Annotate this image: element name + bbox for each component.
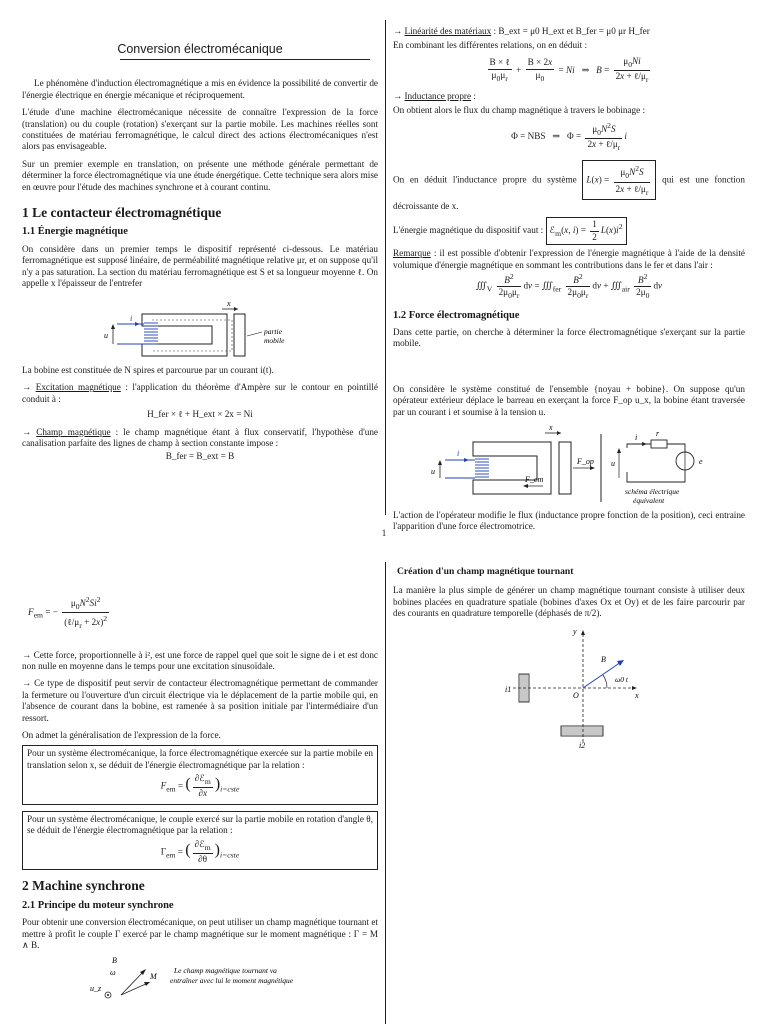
fig2-resistor bbox=[651, 440, 667, 448]
paragraph-creation: La manière la plus simple de générer un champ magnétique tournant consiste à utiliser deux bobines placées en quadrature spatiale (bobines d'axes Ox et Oy) et de les faire parcourir par des courants en quadrature temporelle (déphasés de π/2). bbox=[393, 585, 745, 619]
excitation-label: Excitation magnétique bbox=[35, 382, 121, 393]
paragraph-cette-force: → Cette force, proportionnelle à i², est une force de rappel quel que soit le signe de i et est donc non nulle en moyenne dans le temps pour une excitation sinusoïdale. bbox=[22, 649, 378, 671]
fig2-label-r: r bbox=[656, 429, 660, 439]
fig1-label-u: u bbox=[104, 330, 108, 340]
force-figure bbox=[393, 420, 745, 506]
page-2 bbox=[0, 552, 768, 1024]
paragraph-combine: En combinant les différentes relations, on en déduit : bbox=[393, 40, 587, 51]
page-number: 1 bbox=[381, 528, 387, 538]
fig4-label-y: y bbox=[573, 626, 577, 636]
equation-fem: $F_{em}$ = − $\frac{\mu_0N^2Si^2}{(\ell/\mu_r + 2x)^2}$ bbox=[28, 595, 108, 631]
fig3-caption: Le champ magnétique tournant va entraîner avec lui le moment magnétique bbox=[170, 966, 294, 986]
paragraph-linearite: → Linéarité des matériaux : B_ext = μ0 H_ext et B_fer = μ0 μr H_fer bbox=[393, 26, 650, 36]
paragraph-1-1: On considère dans un premier temps le dispositif représenté ci-dessous. Le matériau ferromagnétique est supposé linéaire, de perméabilité magnétique relative μr, et on suppose qu'il n'y a pas saturation. La section du matériau ferromagnétique est S et sa longueur moyenne ℓ. On appelle x l'épaisseur de l'entrefer bbox=[22, 243, 378, 289]
fig1-coil bbox=[144, 323, 158, 344]
fig1-current-arrowhead bbox=[135, 322, 140, 326]
fig2-i2-arrowhead bbox=[642, 442, 647, 446]
paragraph-excitation: → Excitation magnétique : l'application du théorème d'Ampère sur le contour en pointillé conduit à : bbox=[22, 382, 378, 404]
fig2-u2-arrowhead bbox=[617, 448, 621, 453]
paragraph-1-2c: L'action de l'opérateur modifie le flux (inductance propre fonction de la position), ceci entraine l'apparition d'une force électromotrice. bbox=[393, 509, 745, 531]
paragraph-1-2: Dans cette partie, on cherche à déterminer la force électromagnétique s'exerçant sur la partie mobile. bbox=[393, 327, 745, 349]
deduit-text-b: qui est une fonction décroissante de x. bbox=[393, 174, 745, 212]
column-divider-2 bbox=[385, 562, 386, 1024]
fig1-u-arrowhead bbox=[111, 324, 115, 329]
fig4-coil-2-turns bbox=[561, 728, 603, 734]
energy-formula-box: ℰ$_m$(x, i) = $\frac{1}{2}$ $L(x)i^2$ bbox=[546, 217, 627, 245]
fig2-label-fop: F_op bbox=[577, 457, 594, 467]
fig2-label-x: x bbox=[549, 423, 553, 433]
fig4-label-B: B bbox=[601, 654, 606, 664]
equation-combined: $\frac{\text{B × ℓ}}{\mu_0\mu_r}$ + $\frac{B \times 2x}{\mu_0}$ = Ni ⇒ B = $\frac{\mu_0Ni}{2x + \ell/\mu_r}$ bbox=[489, 55, 649, 84]
champ-text: : le champ magnétique étant à flux conservatif, l'hypothèse d'une canalisation parfaite des lignes de champ à section constante impose : bbox=[22, 426, 378, 448]
paragraph-deduit bbox=[393, 160, 745, 214]
section-2-heading: 2 Machine synchrone bbox=[22, 878, 145, 894]
fig2-u-arrowhead bbox=[438, 460, 442, 465]
fig3-label-omega: ω bbox=[110, 968, 116, 978]
fig4-coil-2 bbox=[561, 726, 603, 736]
section-1-heading: 1 Le contacteur électromagnétique bbox=[22, 205, 222, 221]
equation-ampere: H_fer × ℓ + H_ext × 2x = Ni bbox=[147, 409, 253, 420]
linearite-text: : B_ext = μ0 H_ext et B_fer = μ0 μr H_fer bbox=[491, 26, 650, 36]
fig1-leader-line bbox=[247, 332, 262, 336]
paragraph-remarque bbox=[393, 248, 745, 271]
intro-paragraph-2: L'étude d'une machine électromécanique nécessite de connaître l'expression de la force (translation) ou du couple (rotation) s'exerçant sur la partie mobile. Les machines réelles sont constituées de matériau ferromagnétique, le calcul direct des actions électromécaniques n'est alors pas envisageable. bbox=[22, 107, 378, 152]
fig1-label-i: i bbox=[130, 313, 133, 323]
fig2-coil bbox=[475, 459, 489, 477]
champ-label: Champ magnétique bbox=[36, 426, 111, 437]
remarque-text: : il est possible d'obtenir l'expression de l'énergie magnétique à l'aide de la densité volumique d'énergie magnétique en sommant les contributions dans le fer et dans l'air : bbox=[393, 248, 745, 270]
fig4-y-arrowhead bbox=[581, 630, 585, 635]
contactor-figure bbox=[22, 296, 378, 362]
fig2-x-arrowhead bbox=[557, 431, 561, 435]
moment-figure bbox=[22, 953, 378, 999]
fig1-label-mobile-bound: partie mobile bbox=[22, 295, 28, 297]
rotating-field-figure bbox=[393, 626, 745, 756]
equation-flux-left: Φ = NBS bbox=[511, 130, 546, 141]
document-title: Conversion électromécanique bbox=[117, 42, 283, 56]
subsection-1-2-heading: 1.2 Force électromagnétique bbox=[393, 309, 520, 321]
paragraph-2-1: Pour obtenir une conversion électromécanique, on peut utiliser un champ magnétique tournant et mettre à profit le couple Γ exercé par le champ magnétique sur le moment magnétique : Γ = M ∧ B. bbox=[22, 917, 378, 950]
fig3-caption-bound: Le champ magnétique tournant va entraîner avec lui le moment magnétique bbox=[22, 953, 53, 955]
box2-text: Pour un système électromécanique, le couple exercé sur la partie mobile en rotation d'angle θ, se déduit de l'énergie électromagnétique par la relation : bbox=[27, 813, 373, 836]
page2-left-column bbox=[22, 594, 378, 1003]
fig3-uz-dot bbox=[107, 994, 109, 996]
fig2-label-i: i bbox=[457, 449, 460, 459]
box1-equation: $F_{em}$ = ( $\frac{\partial ℰ_m}{\partial x}$ )$_{i=cste}$ bbox=[160, 773, 240, 799]
paragraph-energie bbox=[393, 217, 745, 245]
paragraph-inductance: → Inductance propre : bbox=[393, 91, 476, 102]
linearite-label: Linéarité des matériaux bbox=[404, 26, 492, 36]
fig2-fem-arrowhead bbox=[523, 484, 528, 488]
fig2-current-arrowhead bbox=[464, 458, 469, 462]
fig3-M-vector bbox=[121, 983, 148, 995]
box2-equation: $\Gamma_{em}$ = ( $\frac{\partial ℰ_m}{\partial\theta}$ )$_{i=cste}$ bbox=[160, 838, 240, 864]
paragraph-champ: → Champ magnétique : le champ magnétique étant à flux conservatif, l'hypothèse d'une canalisation parfaite des lignes de champ à section constante impose : bbox=[22, 426, 378, 448]
force-theorem-box bbox=[22, 745, 378, 804]
fig1-label-x: x bbox=[227, 298, 231, 308]
title-rule bbox=[120, 59, 370, 60]
fig2-mobile-bar bbox=[559, 442, 571, 494]
fig3-label-M: M bbox=[150, 972, 157, 982]
subsection-1-1-heading: 1.1 Énergie magnétique bbox=[22, 226, 128, 238]
page1-left-column bbox=[22, 30, 378, 463]
fig2-label-i2: i bbox=[635, 433, 638, 443]
fig4-label-O: O bbox=[573, 690, 579, 700]
equation-flux: Φ = NBS ⇒ Φ = $\frac{\mu_0N^2S}{2x + \ell/\mu_r}$ i bbox=[511, 121, 627, 153]
intro-paragraph-3: Sur un premier exemple en translation, on présente une méthode générale permettant de déterminer la force électromagnétique via une étude énergétique. Cette technique sera alors mise en œuvre pour l'étude des machines synchrone et à courant continu. bbox=[22, 158, 378, 192]
fig4-label-i1: i1 bbox=[505, 684, 512, 694]
paragraph-ce-type: → Ce type de dispositif peut servir de contacteur électromagnétique permettant de commander la fermeture ou l'ouverture d'un circuit électrique via le déplacement de la partie mobile qui, en l'absence de courant dans la bobine, est ramenée à sa position initiale par l'intermédiaire d'un ressort. bbox=[22, 678, 378, 723]
fig1-x-arrowhead bbox=[234, 307, 238, 311]
fig2-caption-bound: schéma électrique équivalent bbox=[393, 420, 405, 422]
fig4-label-angle: ω0 t bbox=[615, 674, 629, 684]
fig3-label-uz: u_z bbox=[90, 984, 102, 994]
fig4-B-arrowhead bbox=[617, 660, 624, 666]
excitation-text: : l'application du théorème d'Ampère sur le contour en pointillé conduit à : bbox=[22, 382, 378, 404]
remarque-label: Remarque bbox=[393, 248, 431, 259]
fig2-label-e: e bbox=[699, 457, 703, 467]
subsection-2-1-heading: 2.1 Principe du moteur synchrone bbox=[22, 899, 174, 911]
equation-champ: B_fer = B_ext = B bbox=[165, 451, 235, 462]
column-divider bbox=[385, 20, 386, 515]
fig2-label-fem: F_em bbox=[525, 475, 544, 485]
fig1-mobile-bar bbox=[234, 314, 245, 356]
fig4-label-i2: i2 bbox=[579, 740, 586, 750]
fig2-fop-arrowhead bbox=[590, 466, 595, 470]
fig1-label-mobile: partie mobile bbox=[264, 326, 285, 345]
fig4-x-arrowhead bbox=[632, 686, 637, 690]
fig3-label-B: B bbox=[112, 956, 117, 966]
inductance-formula-box: L(x) = $\frac{\mu_0N^2S}{2x + \ell/\mu_r}$ bbox=[582, 160, 656, 201]
fig4-angle-arc bbox=[603, 675, 607, 688]
equation-energy-integral: $∭_V$ $\frac{B^2}{2\mu_0\mu_r}$ dv = $∭_{fer}$ $\frac{B^2}{2\mu_0\mu_r}$ dv + $∭_{air}$ $\frac{B^2}{2\mu_0}$ dv bbox=[475, 271, 663, 301]
paragraph-bobine: La bobine est constituée de N spires et parcourue par un courant i(t). bbox=[22, 364, 274, 375]
fig4-label-x: x bbox=[635, 690, 639, 700]
fig3-B-vector bbox=[121, 971, 144, 995]
creation-heading: Création d'un champ magnétique tournant bbox=[397, 566, 574, 577]
paragraph-generalisation: On admet la généralisation de l'expression de la force. bbox=[22, 730, 221, 741]
fig1-dashed-contour bbox=[152, 320, 232, 351]
torque-theorem-box bbox=[22, 811, 378, 870]
fig2-label-u2: u bbox=[611, 459, 615, 469]
page1-right-column bbox=[393, 26, 745, 538]
intro-paragraph-1: Le phénomène d'induction électromagnétique a mis en évidence la possibilité de convertir de l'énergie électrique en énergie mécanique et réciproquement. bbox=[22, 78, 378, 100]
deduit-text-a: On en déduit l'inductance propre du système bbox=[393, 174, 577, 185]
energie-text: L'énergie magnétique du dispositif vaut : bbox=[393, 225, 544, 236]
inductance-label: Inductance propre bbox=[404, 91, 472, 102]
paragraph-1-2b: On considère le système constitué de l'ensemble {noyau + bobine}. On suppose qu'un opérateur extérieur déplace le barreau en exerçant la force F_op u_x, la bobine étant traversée par un courant i et soumise à la tension u. bbox=[393, 383, 745, 417]
fig2-label-u: u bbox=[431, 467, 435, 477]
page2-right-column bbox=[393, 566, 745, 759]
paragraph-flux: On obtient alors le flux du champ magnétique à travers le bobinage : bbox=[393, 104, 646, 115]
fig2-caption: schéma électrique équivalent bbox=[625, 487, 680, 506]
box1-text: Pour un système électromécanique, la force électromagnétique exercée sur la partie mobile en translation selon x, se déduit de l'énergie électromagnétique par la relation : bbox=[27, 748, 373, 770]
